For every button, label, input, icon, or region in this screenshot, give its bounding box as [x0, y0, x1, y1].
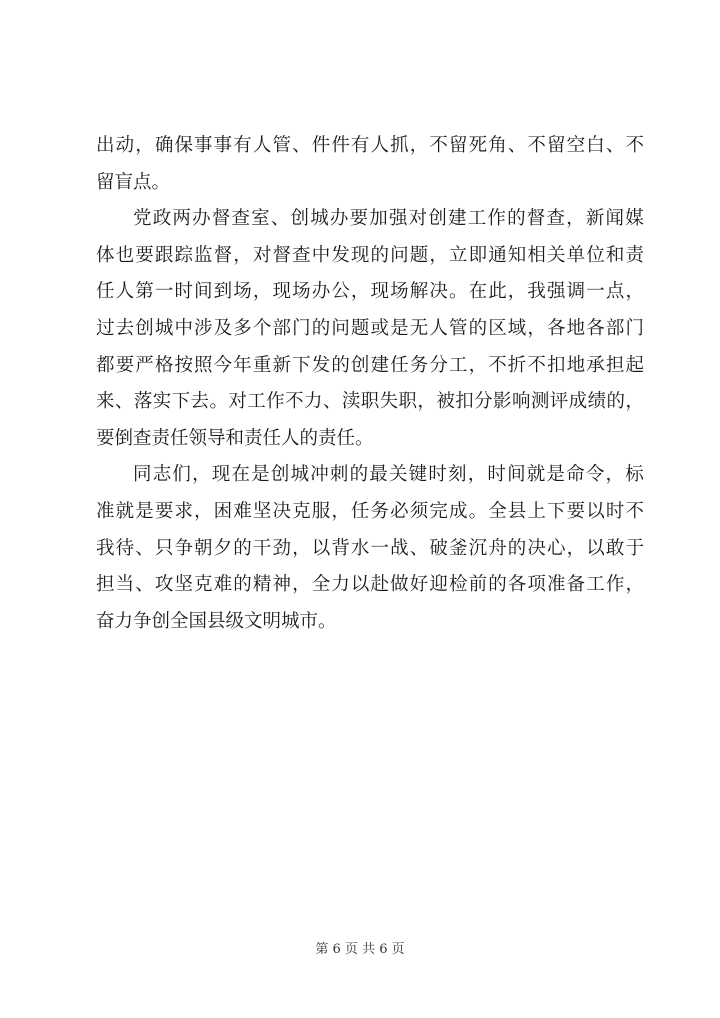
- paragraph-line: 任 人 第 一 时 间 到 场 ， 现 场 办 公 ， 现 场 解 决 。 在 此 ， 我 强 调 一 点 ，: [96, 281, 644, 303]
- paragraph-line: 党 政 两 办 督 查 室 、 创 城 办 要 加 强 对 创 建 工 作 的 督 查 ， 新 闻 媒: [133, 208, 644, 230]
- paragraph-line: 奋力争创全国县级文明城市。: [96, 610, 337, 632]
- paragraph-line: 体 也 要 跟 踪 监 督 ， 对 督 查 中 发 现 的 问 题 ， 立 即 通 知 相 关 单 位 和 责: [96, 244, 644, 266]
- paragraph-line: 要倒查责任领导和责任人的责任。: [96, 427, 374, 449]
- paragraph: [96, 457, 644, 640]
- paragraph-line: 过 去 创 城 中 涉 及 多 个 部 门 的 问 题 或 是 无 人 管 的 区 域 ， 各 地 各 部 门: [96, 317, 644, 339]
- paragraph-line: 准 就 是 要 求 ， 困 难 坚 决 克 服 ， 任 务 必 须 完 成 。 全 县 上 下 要 以 时 不: [96, 500, 644, 522]
- paragraph-line: 我 待 、 只 争 朝 夕 的 干 劲 ， 以 背 水 一 战 、 破 釜 沉 舟 的 决 心 ， 以 敢 于: [96, 537, 644, 559]
- paragraph-line: 担 当 、 攻 坚 克 难 的 精 神 ， 全 力 以 赴 做 好 迎 检 前 的 各 项 准 备 工 作 ，: [96, 574, 644, 596]
- paragraph-line: 同 志 们 ， 现 在 是 创 城 冲 刺 的 最 关 键 时 刻 ， 时 间 就 是 命 令 ， 标: [133, 464, 644, 486]
- paragraph-line: 留盲点。: [96, 171, 171, 193]
- document-body: [96, 128, 644, 640]
- paragraph-line: 来 、 落 实 下 去 。 对 工 作 不 力 、 渎 职 失 职 ， 被 扣 分 影 响 测 评 成 绩 的 ，: [96, 391, 644, 413]
- page-footer: 第 6 页 共 6 页: [315, 942, 405, 957]
- paragraph: [96, 128, 644, 201]
- paragraph-line: 都 要 严 格 按 照 今 年 重 新 下 发 的 创 建 任 务 分 工 ， 不 折 不 扣 地 承 担 起: [96, 354, 644, 376]
- paragraph-line: 出 动 ， 确 保 事 事 有 人 管 、 件 件 有 人 抓 ， 不 留 死 角 、 不 留 空 白 、 不: [96, 135, 644, 156]
- paragraph: [96, 201, 644, 457]
